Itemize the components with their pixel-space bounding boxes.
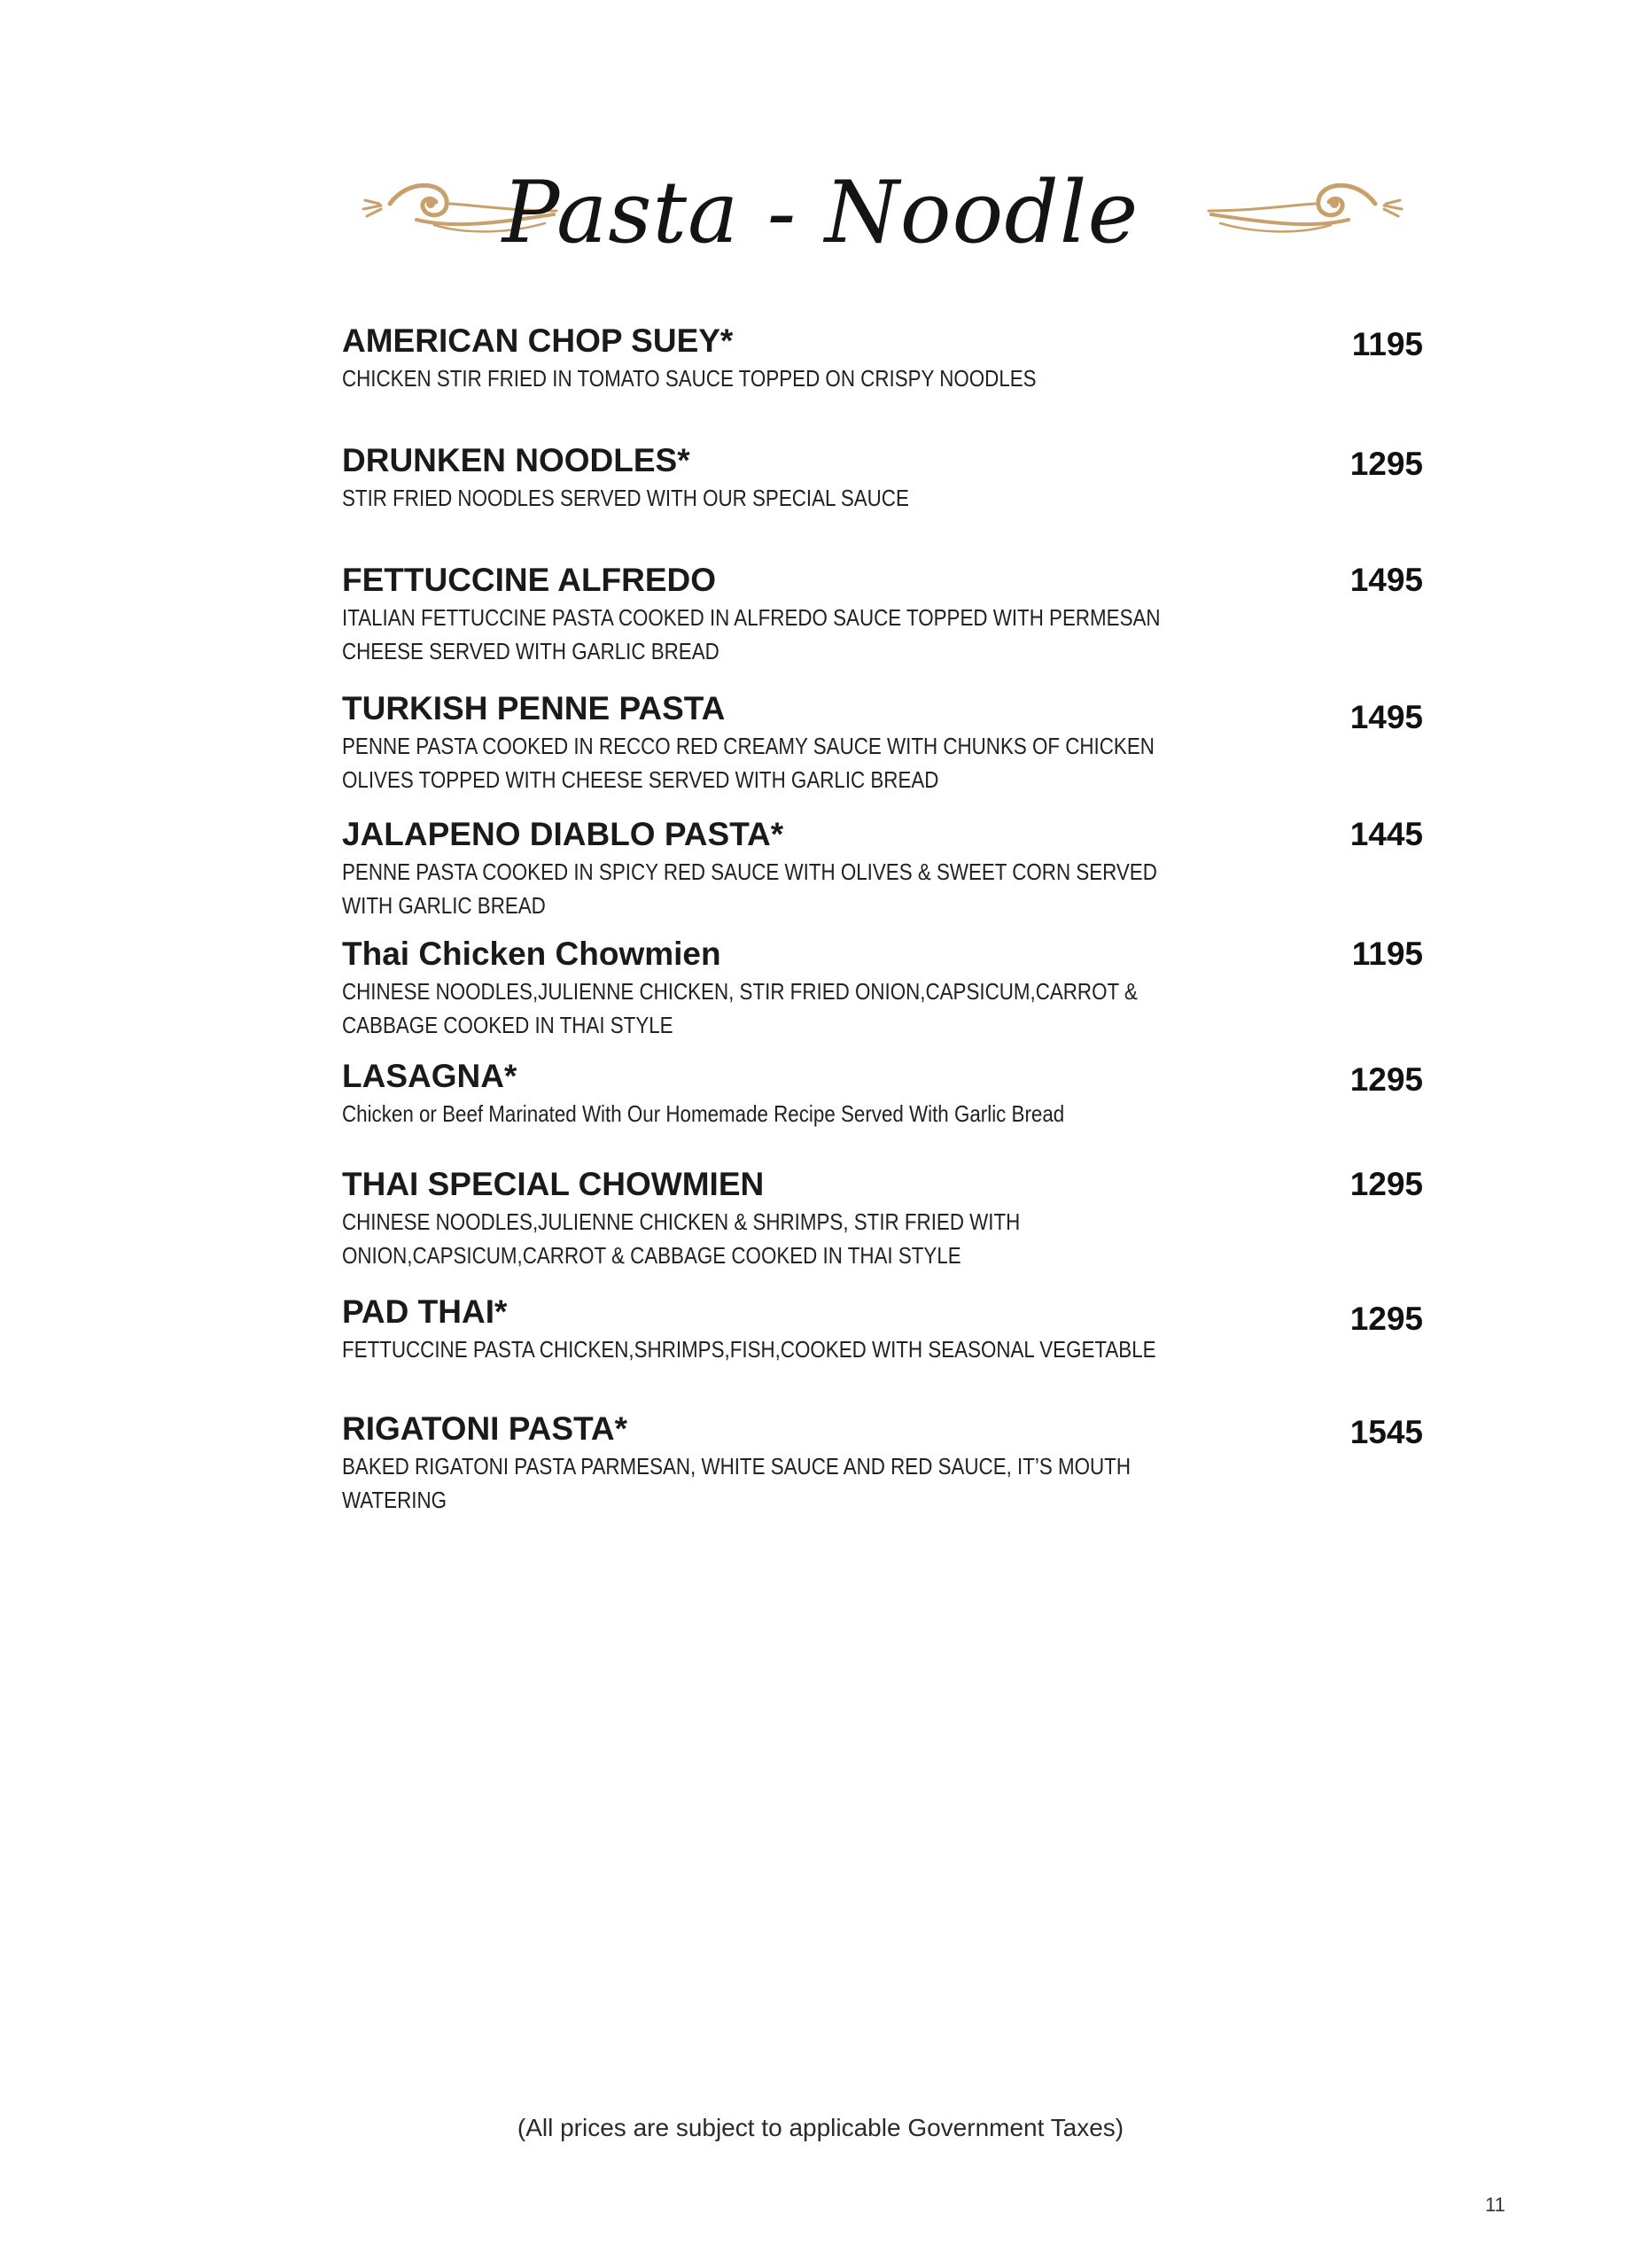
item-name: JALAPENO DIABLO PASTA*	[342, 816, 784, 852]
item-description: Chicken or Beef Marinated With Our Homemade Recipe Served With Garlic Bread	[342, 1100, 1065, 1127]
item-price: 1545	[1349, 1414, 1423, 1450]
item-price: 1445	[1349, 816, 1423, 852]
menu-item	[342, 1292, 1423, 1409]
item-description: CHINESE NOODLES,JULIENNE CHICKEN & SHRIMPS, STIR FRIED WITH ONION,CAPSICUM,CARROT & CABBAGE COOKED IN THAI STYLE	[342, 1208, 1021, 1269]
item-price: 1295	[1349, 1166, 1423, 1202]
menu-header	[0, 151, 1641, 284]
item-price: 1295	[1349, 1301, 1423, 1337]
item-price: 1295	[1349, 446, 1423, 482]
item-price: 1195	[1351, 326, 1423, 362]
item-name: FETTUCCINE ALFREDO	[342, 562, 717, 598]
page-number: 11	[1485, 2194, 1505, 2216]
item-name: LASAGNA*	[342, 1058, 517, 1094]
item-description: PENNE PASTA COOKED IN SPICY RED SAUCE WITH OLIVES & SWEET CORN SERVED WITH GARLIC BREAD	[342, 858, 1157, 919]
menu-item	[342, 688, 1423, 814]
item-name: TURKISH PENNE PASTA	[342, 690, 726, 726]
flourish-ornament-right-icon	[1207, 170, 1411, 241]
menu-item	[342, 814, 1423, 934]
item-name: DRUNKEN NOODLES*	[342, 442, 690, 478]
item-name: PAD THAI*	[342, 1293, 508, 1330]
menu-item	[342, 560, 1423, 688]
tax-disclaimer: (All prices are subject to applicable Government Taxes)	[517, 2114, 1124, 2141]
menu-item	[342, 440, 1423, 560]
item-description: BAKED RIGATONI PASTA PARMESAN, WHITE SAUCE AND RED SAUCE, IT’S MOUTH WATERING	[342, 1453, 1131, 1513]
item-name: Thai Chicken Chowmien	[342, 936, 721, 972]
menu-item	[342, 1409, 1423, 1513]
menu-item	[342, 934, 1423, 1056]
item-name: AMERICAN CHOP SUEY*	[342, 322, 734, 359]
menu-item	[342, 1164, 1423, 1292]
item-price: 1495	[1349, 562, 1423, 598]
item-description: FETTUCCINE PASTA CHICKEN,SHRIMPS,FISH,COOKED WITH SEASONAL VEGETABLE	[342, 1336, 1156, 1363]
menu-item	[342, 1056, 1423, 1164]
item-name: RIGATONI PASTA*	[342, 1410, 628, 1447]
item-description: CHICKEN STIR FRIED IN TOMATO SAUCE TOPPED ON CRISPY NOODLES	[342, 365, 1037, 392]
item-description: ITALIAN FETTUCCINE PASTA COOKED IN ALFREDO SAUCE TOPPED WITH PERMESAN CHEESE SERVED WITH GARLIC BREAD	[342, 604, 1161, 664]
item-name: THAI SPECIAL CHOWMIEN	[342, 1166, 765, 1202]
menu-item	[342, 321, 1423, 440]
menu-list	[342, 321, 1423, 1513]
page-title: Pasta - Noodle	[502, 163, 1139, 262]
item-price: 1295	[1349, 1061, 1423, 1098]
item-description: PENNE PASTA COOKED IN RECCO RED CREAMY SAUCE WITH CHUNKS OF CHICKEN OLIVES TOPPED WITH CHEESE SERVED WITH GARLIC BREAD	[342, 733, 1155, 793]
item-description: STIR FRIED NOODLES SERVED WITH OUR SPECIAL SAUCE	[342, 485, 909, 511]
item-price: 1195	[1351, 936, 1423, 972]
item-description: CHINESE NOODLES,JULIENNE CHICKEN, STIR FRIED ONION,CAPSICUM,CARROT & CABBAGE COOKED IN THAI STYLE	[342, 978, 1138, 1038]
item-price: 1495	[1349, 699, 1423, 735]
